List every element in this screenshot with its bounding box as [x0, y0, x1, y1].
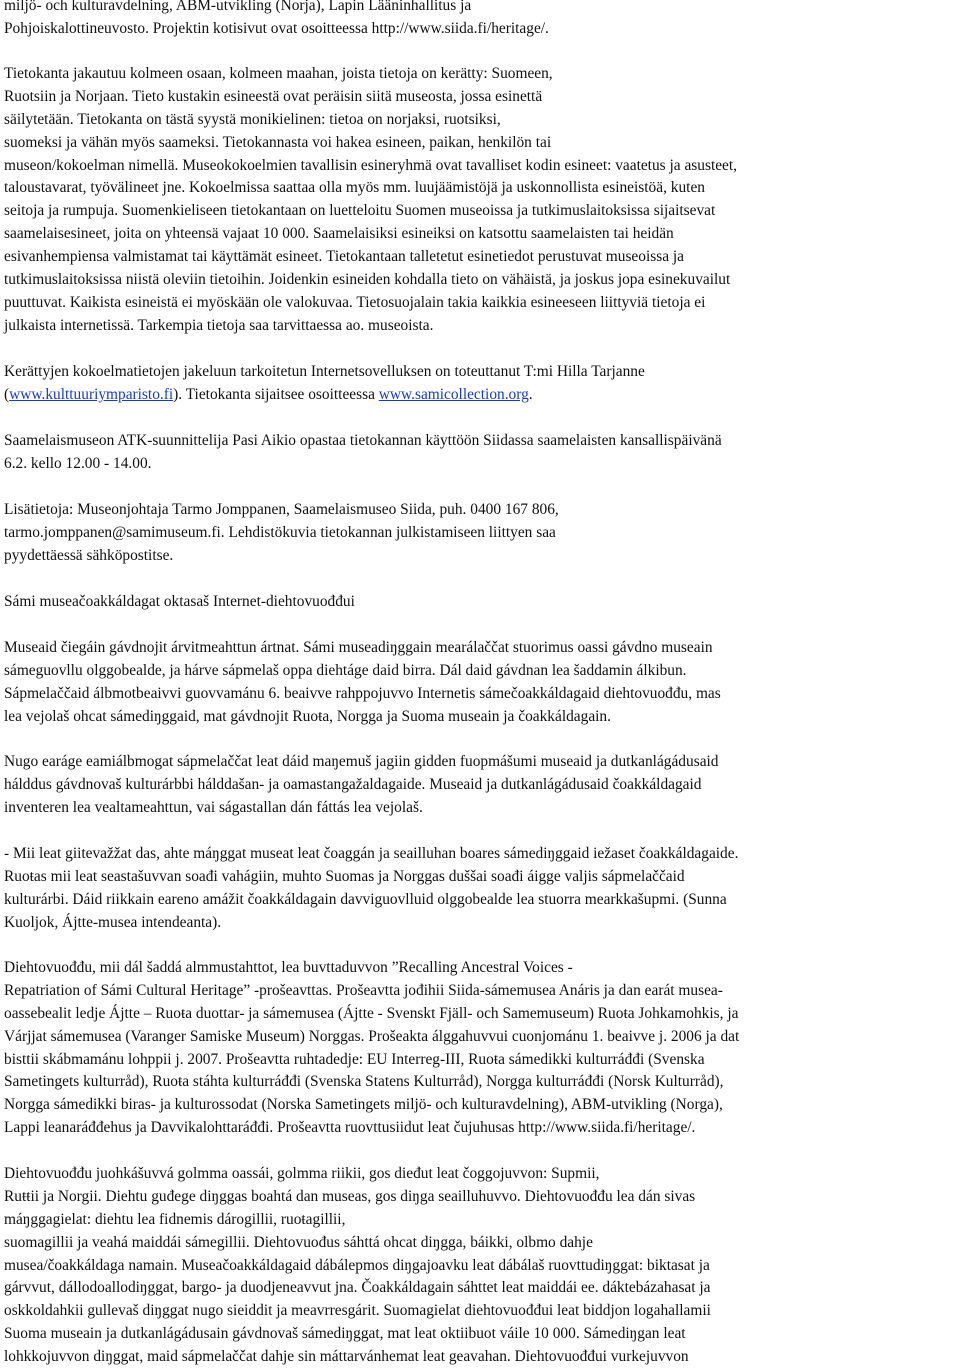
text-line: sámeguovllu olggobealde, ja hárve sápmelaš oppa diehtáge daid birra. Dál daid gávdnan lea šaddamin álkibun. — [4, 661, 687, 679]
text-line: Kuoljok, Ájtte-musea intendeanta). — [4, 913, 222, 931]
text-line: Ruŧŧii ja Norgii. Diehtu guđege diŋggas boahtá dan museas, gos diŋga seailluhuvvo. Diehtovuođđu lea dán sivas — [4, 1187, 696, 1205]
text-line: musea/čoakkáldaga namain. Museačoakkáldagaid dábálepmos diŋgajoavku leat dábálaš ruovttudiŋggat: biktasat ja — [4, 1256, 710, 1274]
text-line: puuttuvat. Kaikista esineistä ei myöskään ole valokuvaa. Tietosuojalain takia kaikkia esineeseen liittyviä tietoja ei — [4, 293, 706, 311]
text-line: julkaista internetissä. Tarkempia tietoja saa tarvittaessa ao. museoista. — [4, 316, 434, 334]
text-line: Diehtovuođđu juohkášuvvá golmma oassái, golmma riikii, gos dieđut leat čoggojuvvon: Supmii, — [4, 1165, 600, 1182]
text-line: 6.2. kello 12.00 - 14.00. — [4, 454, 152, 472]
text-line: Sápmelaččaid álbmotbeaivvi guovvamánu 6. beaivve rahppojuvvo Internetis sámečoakkáldagaid diehtovuođđu, mas — [4, 684, 721, 702]
text-line: seitoja ja rumpuja. Suomenkieliseen tietokantaan on luetteloitu Suomen museoissa ja tutkimuslaitoksissa sijaitsevat — [4, 202, 716, 220]
paragraph-database-description — [4, 63, 944, 338]
paragraph-contact-info — [4, 499, 944, 568]
link-separator-text: ). Tietokanta sijaitsee osoitteessa — [173, 385, 379, 403]
link-open-paren: ( — [4, 385, 10, 403]
text-line: Lisätietoja: Museonjohtaja Tarmo Jomppanen, Saamelaismuseo Siida, puh. 0400 167 806, — [4, 501, 559, 518]
text-line: Norgga sámedikki biras- ja kulturossodat (Norska Sametingets miljö- och kulturavdelning), ABM-utvikling (Norga), — [4, 1096, 723, 1114]
text-line: Ruotsiin ja Norjaan. Tieto kustakin esineestä ovat peräisin siitä museosta, jossa esinettä — [4, 87, 543, 105]
samicollection-link[interactable]: www.samicollection.org — [378, 385, 529, 403]
kulttuuriymparisto-link[interactable]: www.kulttuuriymparisto.fi — [9, 385, 174, 403]
section-heading-sami — [4, 591, 944, 614]
text-line: inventeren lea vealtameahttun, vai ságastallan dán fáttás lea vejolaš. — [4, 798, 423, 816]
text-line: Diehtovuođđu, mii dál šaddá almmustahttot, lea buvttaduvvon ”Recalling Ancestral Voices - — [4, 959, 573, 976]
text-line: Repatriation of Sámi Cultural Heritage” -prošeavttas. Prošeavtta jođihii Siida-sámemusea Anáris ja dan earát musea- — [4, 981, 723, 999]
text-line: Lappi leanaráđđehus ja Davvikalohttaráđđi. Prošeavtta ruovttusiidut leat čujuhusas http://www.siida.fi/heritage/. — [4, 1119, 696, 1137]
text-line: bisttii skábmamánu lohppii j. 2007. Prošeavtta ruhtadedje: EU Interreg-III, Ruoŧa sámedikki kulturráđđi (Svenska — [4, 1050, 705, 1068]
text-line: saamelaisesineet, joita on yhteensä vajaat 10 000. Saamelaisiksi esineiksi on katsottu saamelaisten tai heidän — [4, 225, 674, 243]
text-line: Ruoŧas mii leat seastašuvvan soađi vahágiin, muhto Suomas ja Norggas duššai soađi áigge valjis sápmelaččaid — [4, 867, 685, 885]
text-line: Suoma museain ja dutkanlágádusain gávdnovaš sámediŋggat, mat leat oktiibuot váile 10 000. Sámediŋgan leat — [4, 1325, 686, 1343]
text-line: museon/kokoelman nimellä. Museokokoelmien tavallisin esineryhmä ovat tavalliset kodin esineet: vaatetus ja asusteet, — [4, 156, 738, 174]
paragraph-sami-inventory — [4, 751, 944, 820]
paragraph-sami-database — [4, 1163, 944, 1369]
text-line: Tietokanta jakautuu kolmeen osaan, kolmeen maahan, joista tietoja on kerätty: Suomeen, — [4, 65, 553, 82]
text-line: säilytetään. Tietokanta on tästä syystä monikielinen: tietoa on norjaksi, ruotsiksi, — [4, 110, 501, 128]
text-line: Museaid čiegáin gávdnojit árvitmeahttun ártnat. Sámi museadiŋggain mearálaččat stuorimus oassi gávdno museain — [4, 639, 713, 656]
text-line: oassebealit ledje Ájtte – Ruoŧa duottar- ja sámemusea (Ájtte - Svenskt Fjäll- och Samemuseum) Ruoŧa Johkamohkis, ja — [4, 1004, 739, 1022]
text-line: tutkimuslaitoksissa niistä oleviin tietoihin. Joidenkin esineiden kohdalla tieto on vähäistä, ja joskus jopa esinekuvailut — [4, 271, 731, 289]
text-line: lohkkojuvvon diŋggat, maid sápmelaččat dahje sin máttarvánhemat leat geavahan. Diehtovuođđui vurkejuvvon — [4, 1348, 689, 1366]
text-line: Pohjoiskalottineuvosto. Projektin kotisivut ovat osoitteessa http://www.siida.fi/heritage/. — [4, 19, 549, 37]
text-line: suomagillii ja veahá maiddái sámegillii. Diehtovuođus sáhttá ohcat diŋgga, báikki, olbmo dahje — [4, 1233, 593, 1251]
paragraph-sami-project — [4, 957, 944, 1140]
paragraph-training-session — [4, 430, 944, 476]
paragraph-sami-intro — [4, 637, 944, 729]
paragraph-sami-quote — [4, 843, 944, 935]
text-line: Kerättyjen kokoelmatietojen jakeluun tarkoitetun Internetsovelluksen on toteuttanut T:mi Hilla Tarjanne — [4, 363, 645, 380]
text-line: kulturárbi. Dáid riikkain eareno amážit čoakkáldagain davviguovlluid olggobealde lea stuorra mearkkašupmi. (Sunna — [4, 890, 727, 908]
heading-line: Sámi museačoakkáldagat oktasaš Internet-diehtovuođđui — [4, 593, 355, 610]
text-line: taloustavarat, työvälineet jne. Kokoelmissa saattaa olla myös mm. luujäämistöjä ja uskonnollista esineistöä, kuten — [4, 179, 705, 197]
text-line: Sametingets kulturråd), Ruoŧa stáhta kulturráđđi (Svenska Statens Kulturråd), Norgga kulturráđđi (Norsk Kulturråd), — [4, 1073, 724, 1091]
paragraph-intro-continuation — [4, 0, 944, 41]
text-line: pyydettäessä sähköpostitse. — [4, 546, 174, 564]
text-line-with-links — [4, 384, 944, 407]
link-close-text: . — [528, 385, 533, 403]
text-line: suomeksi ja vähän myös saameksi. Tietokannasta voi hakea esineen, paikan, henkilön tai — [4, 133, 552, 151]
text-line: hálddus gávdnovaš kulturárbbi hálddašan- ja oamastangažaldagaide. Museaid ja dutkanlágádusaid čoakkáldagaid — [4, 775, 702, 793]
text-line: - Mii leat giitevažžat das, ahte máŋggat museat leat čoaggán ja seailluhan boares sámediŋggaid iežaset čoakkáldagaide. — [4, 845, 739, 862]
text-line: tarmo.jomppanen@samimuseum.fi. Lehdistökuvia tietokannan julkistamiseen liittyen saa — [4, 523, 556, 541]
text-line: Várjjat sámemusea (Varanger Samiske Museum) Norggas. Prošeakta álggahuvvui cuonjománu 1. beaivve j. 2006 ja dat — [4, 1027, 740, 1045]
text-line: Nugo earáge eamiálbmogat sápmelaččat leat dáid maŋemuš jagiin gidden fuopmášumi museaid ja dutkanlágádusaid — [4, 753, 719, 770]
text-line: esivanhempiensa valmistamat tai käyttämät esineet. Tietokantaan talletetut esinetiedot perustuvat museoissa ja — [4, 248, 684, 266]
paragraph-internet-application — [4, 361, 944, 407]
text-line: lea vejolaš ohcat sámediŋggaid, mat gávdnojit Ruoŧa, Norgga ja Suoma museain ja čoakkáldagain. — [4, 707, 611, 725]
text-line: máŋggagielat: diehtu lea fidnemis dárogillii, ruoŧagillii, — [4, 1210, 346, 1228]
text-line: miljö- och kulturavdelning, ABM-utvikling (Norja), Lapin Lääninhallitus ja — [4, 0, 472, 14]
text-line: Saamelaismuseon ATK-suunnittelija Pasi Aikio opastaa tietokannan käyttöön Siidassa saamelaisten kansallispäivänä — [4, 432, 722, 449]
text-line: oskkoldahkii gullevaš diŋggat nugo sieiddit ja meavrresgárit. Suomagielat diehtovuođđui leat biddjon logahallamii — [4, 1302, 711, 1320]
text-line: gárvvut, dállodoallodiŋggat, bargo- ja duodjeneavvut jna. Čoakkáldagain sáhttet leat maiddái ee. dáktebázahasat ja — [4, 1279, 711, 1297]
